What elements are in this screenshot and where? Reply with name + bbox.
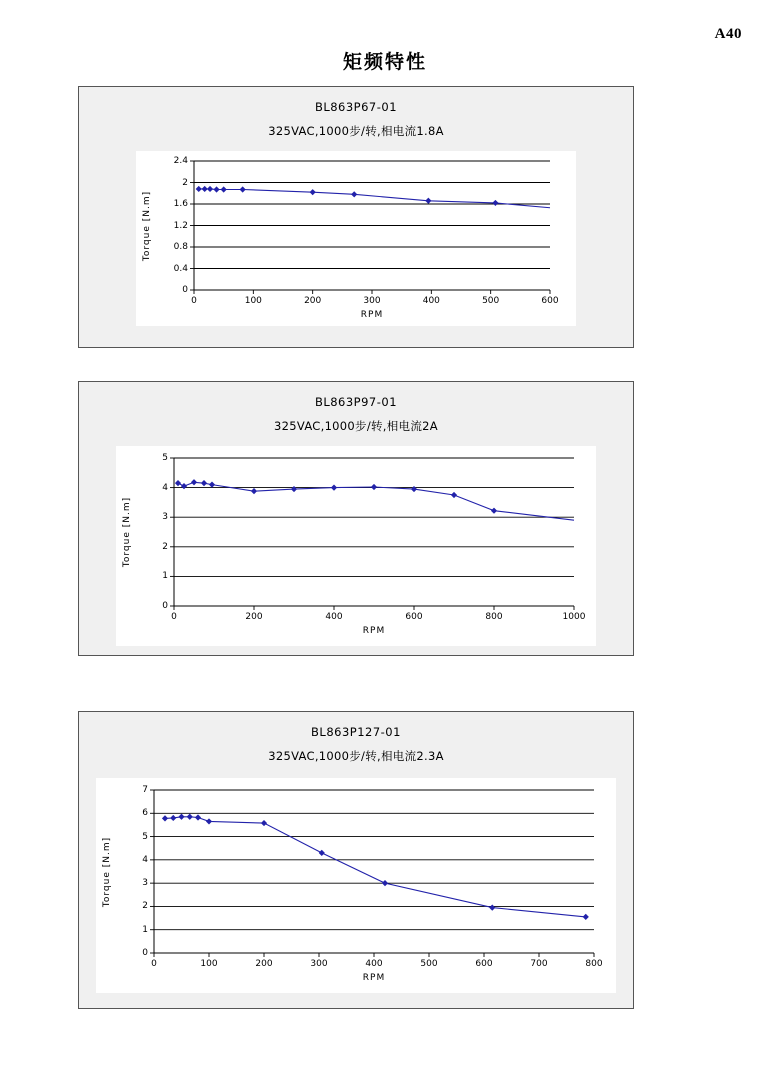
chart-2-ytick: 2 (162, 541, 168, 552)
chart-panel-2 (78, 381, 634, 656)
chart-1-ytick: 0.4 (173, 263, 188, 274)
chart-panel-3 (78, 711, 634, 1009)
chart-3-ylabel: Torque [N.m] (102, 836, 112, 907)
page-code: A40 (714, 26, 742, 42)
chart-1-ytick: 1.2 (173, 220, 188, 231)
chart-3-ytick: 0 (142, 948, 148, 958)
chart-1-xtick: 0 (191, 296, 197, 306)
chart-3-xtick: 500 (420, 959, 438, 969)
chart-2-ytick: 5 (162, 453, 168, 463)
chart-3-ytick: 2 (142, 901, 148, 912)
chart-2-xtick: 800 (485, 612, 503, 622)
chart-1-ytick: 0.8 (173, 242, 188, 252)
chart-2-xtick: 0 (171, 612, 177, 622)
chart-1-xtick: 500 (482, 296, 500, 306)
chart-3-xtick: 700 (530, 959, 548, 969)
chart-3-ytick: 7 (142, 785, 148, 795)
chart-1-xtick: 400 (422, 296, 440, 306)
chart-3-ytick: 1 (142, 924, 148, 935)
chart-3-xtick: 100 (200, 959, 218, 969)
chart-2-xlabel: RPM (362, 626, 386, 636)
chart-1-ytick: 1.6 (173, 199, 188, 209)
chart-1-ytick: 0 (182, 285, 188, 295)
chart-2-xtick: 200 (245, 612, 263, 622)
chart-3-xtick: 800 (585, 959, 603, 969)
chart-panel-1 (78, 86, 634, 348)
chart-3-ytick: 6 (142, 808, 148, 819)
chart-3-xtick: 200 (255, 959, 273, 969)
chart-1-xtick: 100 (244, 296, 262, 306)
chart-1-title: BL863P67-01 (314, 100, 398, 114)
chart-3-xtick: 400 (365, 959, 383, 969)
page-title: 矩频特性 (342, 51, 427, 73)
chart-2-canvas (116, 446, 596, 646)
chart-3-subtitle: 325VAC,1000步/转,相电流2.3A (268, 749, 444, 763)
chart-3-ytick: 5 (142, 831, 148, 842)
chart-2-ylabel: Torque [N.m] (122, 496, 132, 568)
chart-1-xtick: 600 (541, 296, 559, 306)
chart-2-xtick: 400 (325, 612, 343, 622)
chart-3-xtick: 0 (151, 959, 157, 969)
chart-3-plot (96, 778, 616, 993)
chart-1-ytick: 2 (182, 177, 188, 188)
chart-3-title: BL863P127-01 (311, 725, 401, 739)
chart-3-ytick: 4 (142, 854, 148, 865)
chart-1-xtick: 200 (304, 296, 322, 306)
chart-2-subtitle: 325VAC,1000步/转,相电流2A (274, 419, 438, 433)
chart-3-ytick: 3 (142, 878, 148, 889)
chart-1-canvas (136, 151, 576, 326)
chart-1-xtick: 300 (363, 296, 381, 306)
chart-2-ytick: 1 (162, 571, 168, 582)
chart-3-xtick: 300 (310, 959, 328, 969)
chart-2-ytick: 4 (162, 482, 168, 493)
chart-3-xtick: 600 (475, 959, 493, 969)
chart-2-title: BL863P97-01 (314, 395, 398, 409)
chart-1-xlabel: RPM (360, 310, 384, 320)
chart-2-xtick: 1000 (562, 612, 586, 622)
chart-1-ytick: 2.4 (173, 156, 188, 166)
chart-1-subtitle: 325VAC,1000步/转,相电流1.8A (268, 124, 444, 138)
chart-2-xtick: 600 (405, 612, 423, 622)
chart-2-plot (116, 446, 596, 646)
chart-3-xlabel: RPM (362, 973, 386, 983)
chart-2-ytick: 3 (162, 512, 168, 523)
chart-1-plot (136, 151, 576, 326)
chart-1-ylabel: Torque [N.m] (142, 190, 152, 261)
chart-2-ytick: 0 (162, 601, 168, 611)
